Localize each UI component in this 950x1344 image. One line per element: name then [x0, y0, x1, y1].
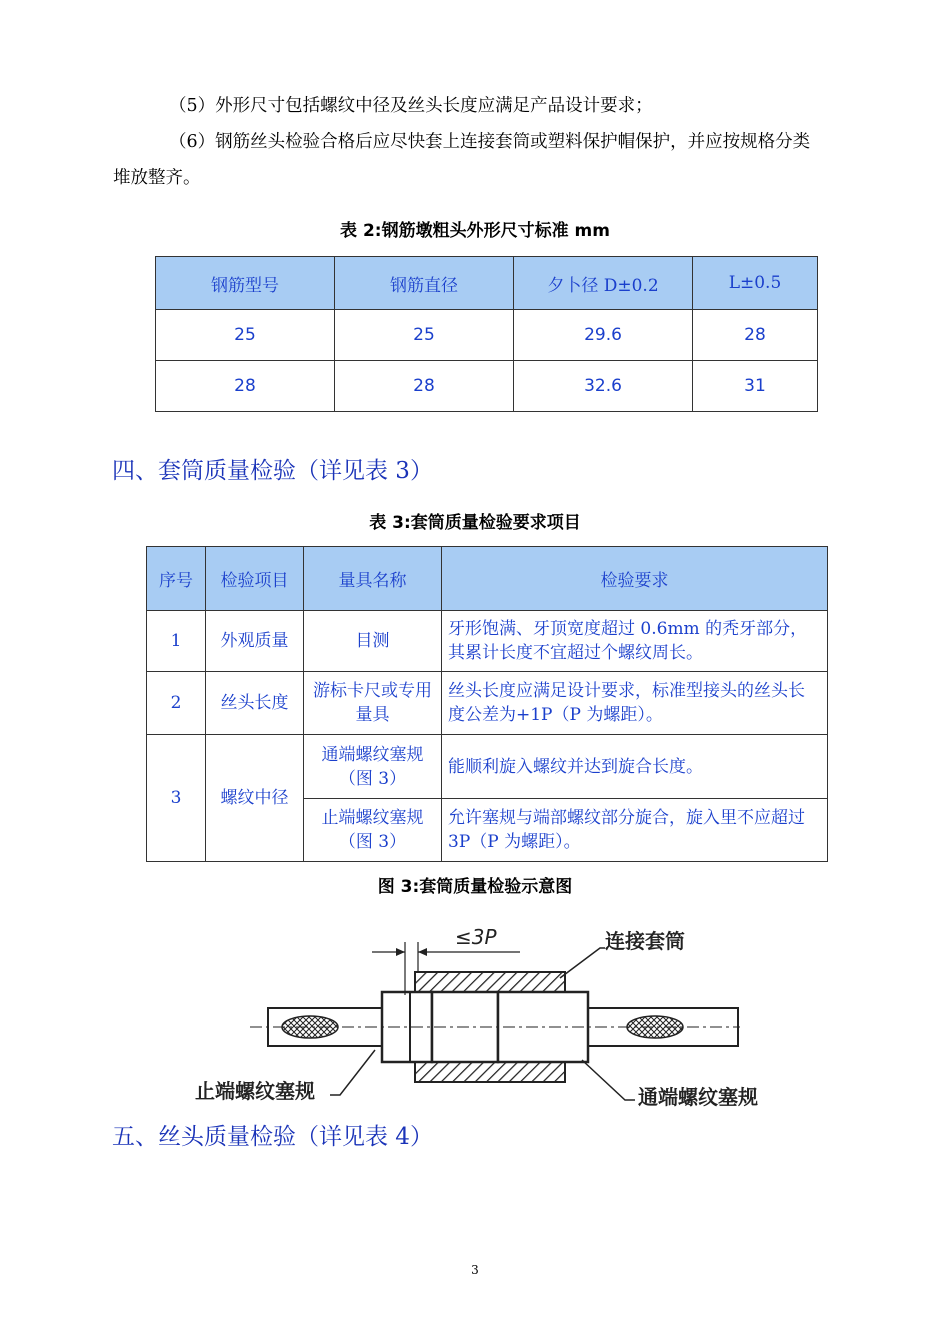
table2-header: L±0.5 [693, 257, 818, 310]
section-5-heading: 五、丝头质量检验（详见表 4） [112, 1124, 433, 1150]
figure3-caption: 图 3:套筒质量检验示意图 [377, 877, 573, 897]
paragraph-6-line1: （6）钢筋丝头检验合格后应尽快套上连接套筒或塑料保护帽保护，并应按规格分类 [169, 132, 811, 152]
table-row [156, 361, 818, 412]
table3-header: 量具名称 [304, 547, 442, 611]
table2 [155, 256, 818, 412]
table2-cell: 32.6 [514, 361, 693, 412]
table2-cell: 31 [693, 361, 818, 412]
table3-req: 牙形饱满、牙顶宽度超过 0.6mm 的秃牙部分，其累计长度不宜超过个螺纹周长。 [442, 611, 828, 672]
sleeve-top [415, 972, 565, 992]
paragraph-5: （5）外形尺寸包括螺纹中径及丝头长度应满足产品设计要求； [169, 96, 653, 116]
section-4-heading: 四、套筒质量检验（详见表 3） [112, 458, 433, 484]
table2-header: 钢筋型号 [156, 257, 335, 310]
go-gauge-label: 通端螺纹塞规 [638, 1085, 758, 1109]
table3-req: 能顺利旋入螺纹并达到旋合长度。 [442, 735, 828, 799]
table3-header: 检验要求 [442, 547, 828, 611]
dimension-label: ≤3P [455, 925, 497, 949]
sleeve-label: 连接套筒 [605, 929, 685, 953]
table3-item: 丝头长度 [206, 672, 304, 735]
table-row [147, 611, 828, 672]
table2-cell: 29.6 [514, 310, 693, 361]
table3-tool: 目测 [304, 611, 442, 672]
table3-header: 检验项目 [206, 547, 304, 611]
table3-tool: 游标卡尺或专用量具 [304, 672, 442, 735]
figure3-diagram [0, 900, 950, 1115]
table3 [146, 546, 828, 862]
table2-caption: 表 2:钢筋墩粗头外形尺寸标准 mm [340, 221, 610, 241]
table3-no: 3 [147, 735, 206, 862]
table-row [156, 310, 818, 361]
table2-cell: 28 [335, 361, 514, 412]
table2-cell: 28 [693, 310, 818, 361]
table3-no: 1 [147, 611, 206, 672]
table3-no: 2 [147, 672, 206, 735]
sleeve-bottom [415, 1062, 565, 1082]
table3-item: 螺纹中径 [206, 735, 304, 862]
table3-item: 外观质量 [206, 611, 304, 672]
table-row [147, 672, 828, 735]
table3-tool: 通端螺纹塞规（图 3） [304, 735, 442, 799]
table3-tool: 止端螺纹塞规（图 3） [304, 799, 442, 862]
page-number: 3 [471, 1263, 479, 1277]
nogo-gauge-label: 止端螺纹塞规 [195, 1079, 315, 1103]
paragraph-6-line2: 堆放整齐。 [113, 168, 201, 188]
table2-cell: 25 [156, 310, 335, 361]
table2-header: 钢筋直径 [335, 257, 514, 310]
table3-caption: 表 3:套筒质量检验要求项目 [369, 513, 581, 533]
table3-req: 丝头长度应满足设计要求，标准型接头的丝头长度公差为+1P（P 为螺距）。 [442, 672, 828, 735]
table2-cell: 28 [156, 361, 335, 412]
table2-cell: 25 [335, 310, 514, 361]
table3-header: 序号 [147, 547, 206, 611]
table-row [147, 735, 828, 799]
table2-header: 夕卜径 D±0.2 [514, 257, 693, 310]
table3-req: 允许塞规与端部螺纹部分旋合，旋入里不应超过 3P（P 为螺距）。 [442, 799, 828, 862]
